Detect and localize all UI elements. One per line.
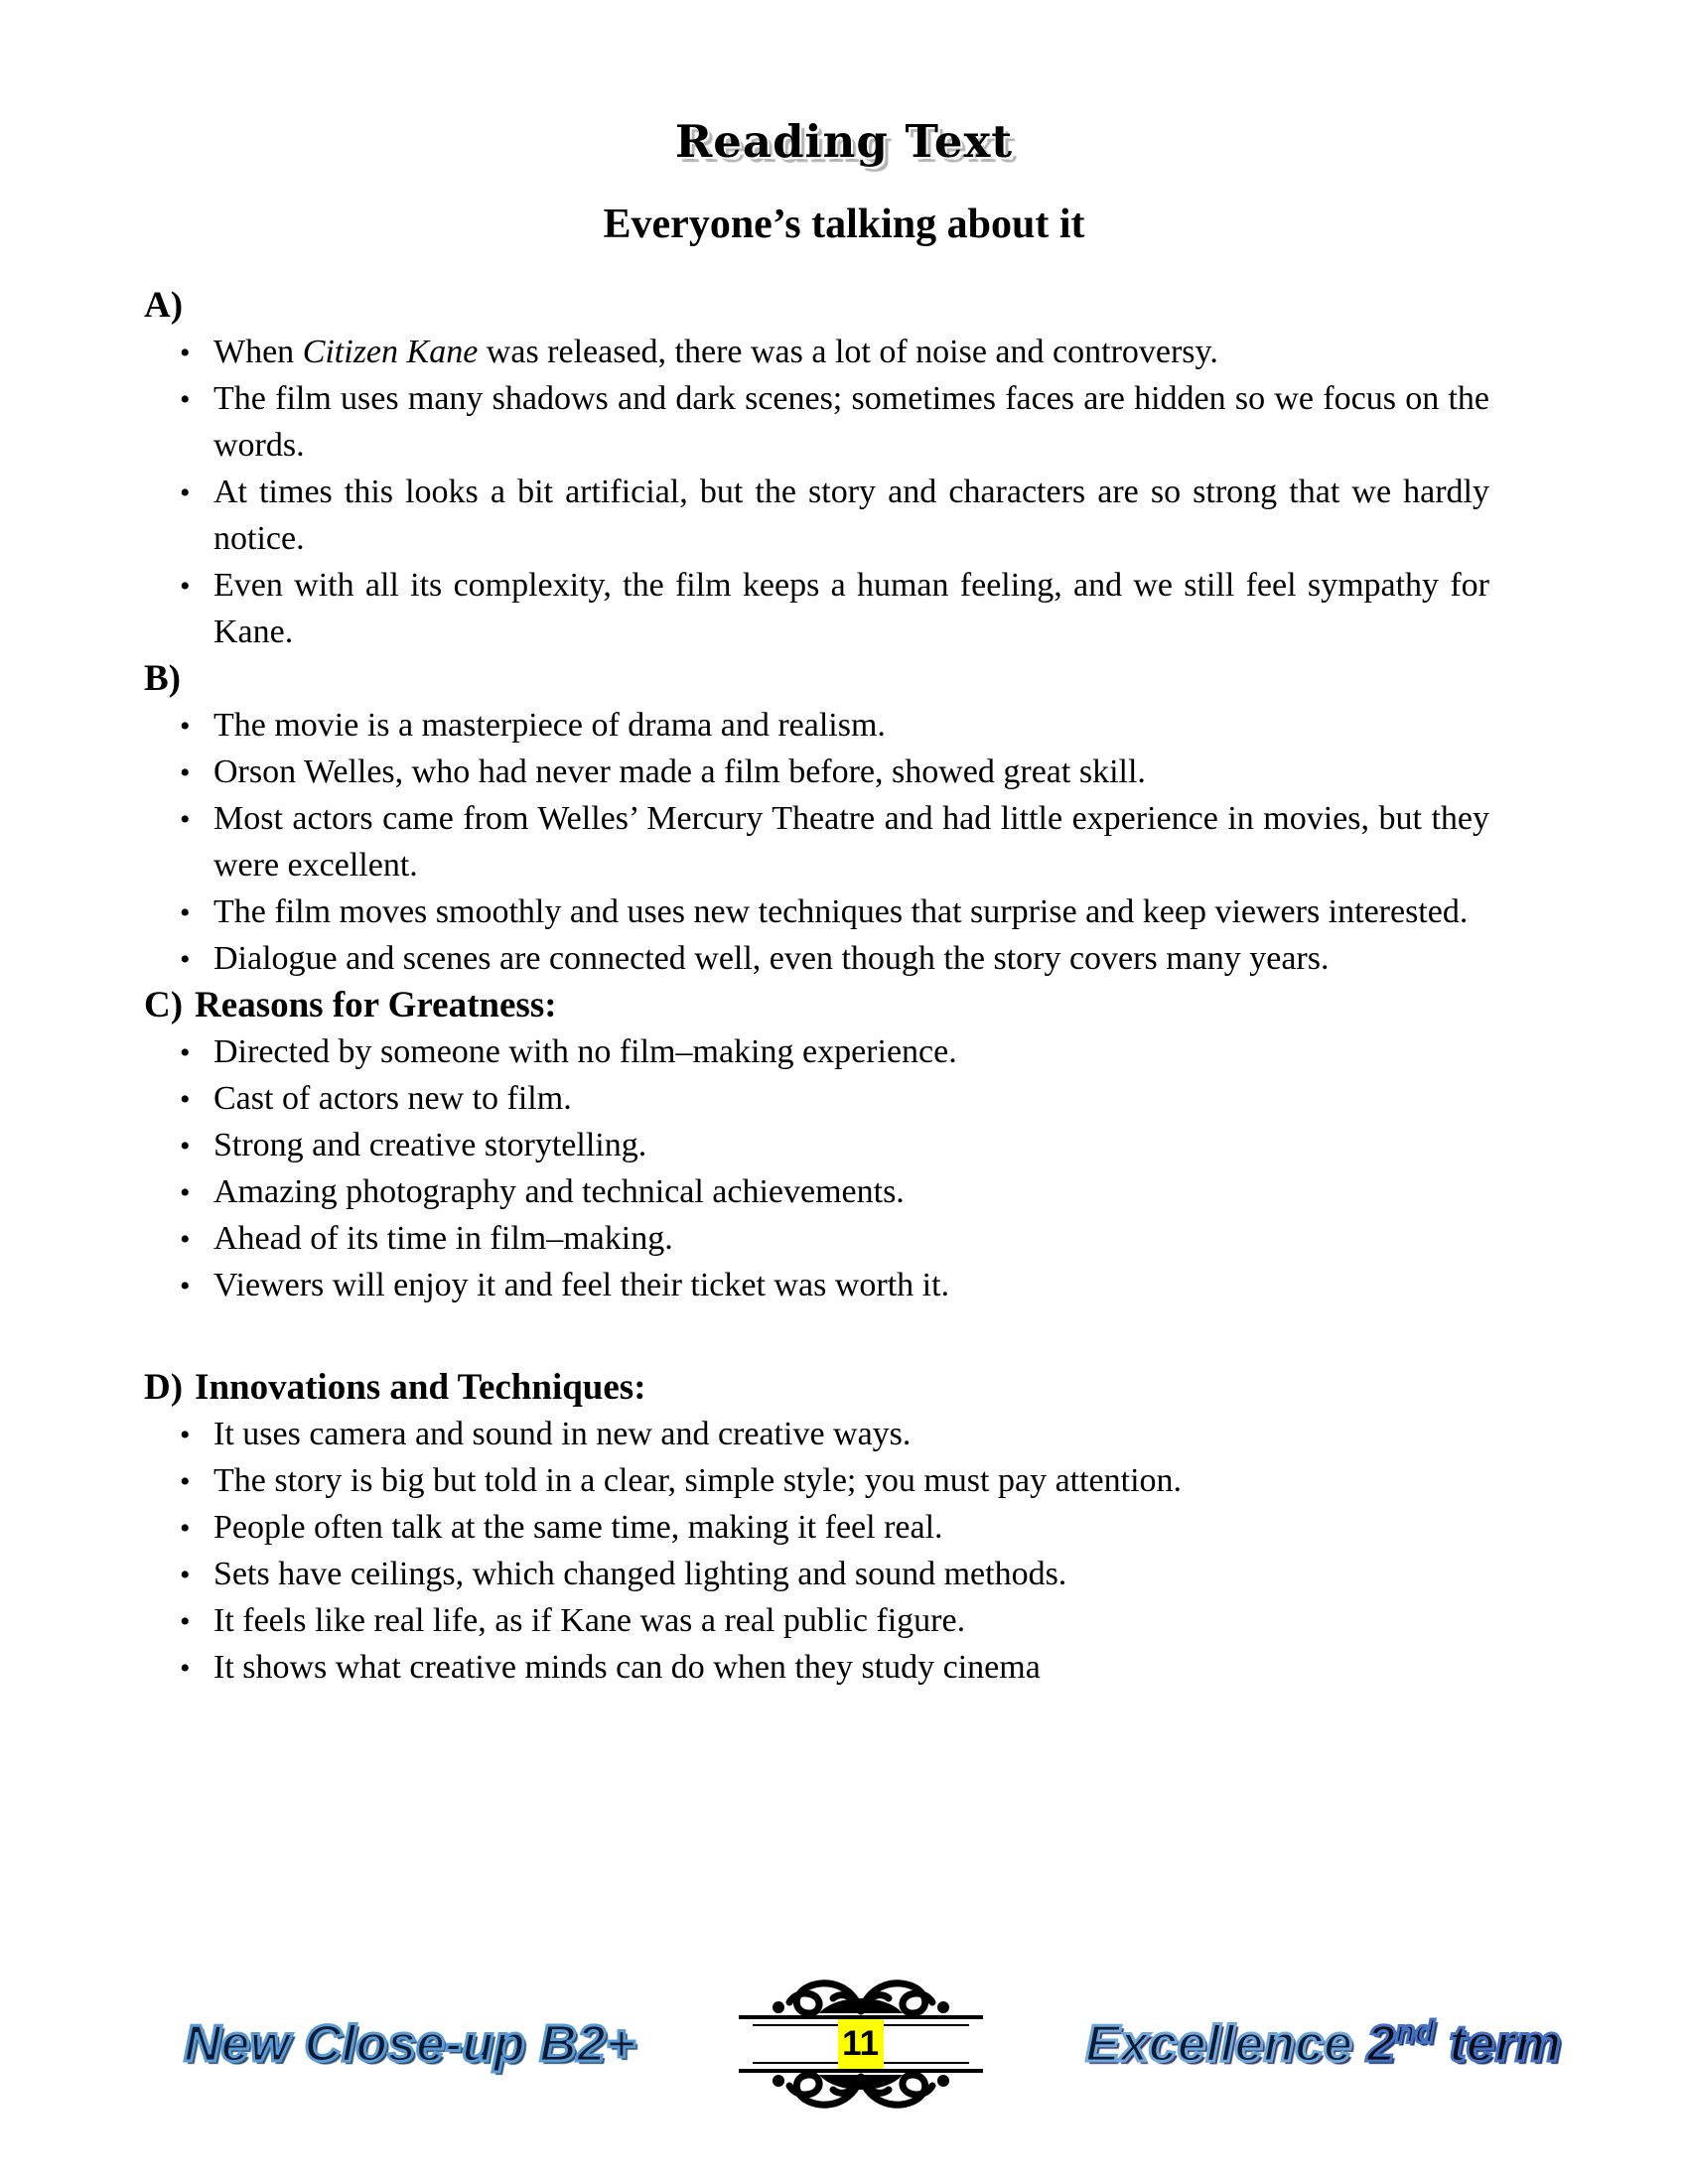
bullet-item: • Cast of actors new to film.: [144, 1075, 1489, 1122]
section-d-bullets: [144, 1411, 1489, 1691]
flourish-ornament-icon: [737, 1968, 985, 2120]
bullet-item: • Ahead of its time in film–making.: [144, 1215, 1489, 1262]
page-subtitle: Everyone’s talking about it: [603, 201, 1085, 247]
bullet-item: • Viewers will enjoy it and feel their ticket was worth it.: [144, 1262, 1489, 1308]
footer-right-brand: [1085, 2014, 1561, 2074]
page-footer: [0, 1968, 1688, 2120]
section-label: B): [144, 657, 181, 699]
section-c-head: [144, 982, 1489, 1028]
bullet-item: [144, 329, 1489, 375]
bullet-item: • People often talk at the same time, making it feel real.: [144, 1504, 1489, 1551]
section-c: [144, 982, 1489, 1308]
bullet-item: • Directed by someone with no film–making experience.: [144, 1028, 1489, 1075]
section-a-bullets: [144, 329, 1489, 655]
bullet-item: • Most actors came from Welles’ Mercury Theatre and had little experience in movies, but they were excellent.: [144, 795, 1489, 888]
footer-right-word: Excellence: [1085, 2015, 1352, 2073]
bullet-item: • It uses camera and sound in new and creative ways.: [144, 1411, 1489, 1457]
bullet-item: • The film uses many shadows and dark scenes; sometimes faces are hidden so we focus on the words.: [144, 375, 1489, 469]
footer-right-term: [1366, 2015, 1561, 2073]
section-c-bullets: [144, 1028, 1489, 1308]
term-word: term: [1449, 2015, 1561, 2073]
term-number: 2: [1366, 2015, 1396, 2073]
bullet-item: • The movie is a masterpiece of drama and realism.: [144, 702, 1489, 749]
bullet-item: • Sets have ceilings, which changed lighting and sound methods.: [144, 1551, 1489, 1597]
section-heading: Innovations and Techniques:: [195, 1366, 646, 1408]
bullet-item: • Dialogue and scenes are connected well, even though the story covers many years.: [144, 935, 1489, 982]
bullet-item: • It feels like real life, as if Kane was a real public figure.: [144, 1597, 1489, 1644]
page-number: 11: [838, 2019, 884, 2069]
section-d: [144, 1364, 1489, 1691]
bullet-item: • Orson Welles, who had never made a film before, showed great skill.: [144, 749, 1489, 795]
section-d-head: [144, 1364, 1489, 1411]
movie-title-italic: Citizen Kane: [302, 333, 479, 370]
bullet-text: When: [213, 333, 303, 370]
bullet-item: • Amazing photography and technical achievements.: [144, 1168, 1489, 1215]
section-heading: Reasons for Greatness:: [195, 984, 557, 1025]
bullet-item: • Even with all its complexity, the film keeps a human feeling, and we still feel sympathy for Kane.: [144, 562, 1489, 655]
bullet-item: • The film moves smoothly and uses new techniques that surprise and keep viewers interested.: [144, 888, 1489, 935]
section-label: D): [144, 1366, 184, 1408]
section-label: C): [144, 984, 184, 1025]
bullet-item: • Strong and creative storytelling.: [144, 1122, 1489, 1168]
section-a: [144, 282, 1489, 655]
term-ordinal: nd: [1395, 2013, 1435, 2050]
reading-text-body: [0, 282, 1688, 1691]
bullet-item: • At times this looks a bit artificial, but the story and characters are so strong that we hardly notice.: [144, 469, 1489, 562]
bullet-item: • The story is big but told in a clear, simple style; you must pay attention.: [144, 1457, 1489, 1504]
section-a-head: [144, 282, 1489, 329]
section-b-bullets: [144, 702, 1489, 982]
footer-left-brand: New Close-up B2+: [184, 2015, 636, 2073]
bullet-item: • It shows what creative minds can do when they study cinema: [144, 1644, 1489, 1691]
section-b: [144, 655, 1489, 982]
section-b-head: [144, 655, 1489, 702]
page-title: Reading Text: [674, 115, 1014, 168]
bullet-text: was released, there was a lot of noise and controversy.: [478, 333, 1218, 370]
section-label: A): [144, 284, 184, 326]
